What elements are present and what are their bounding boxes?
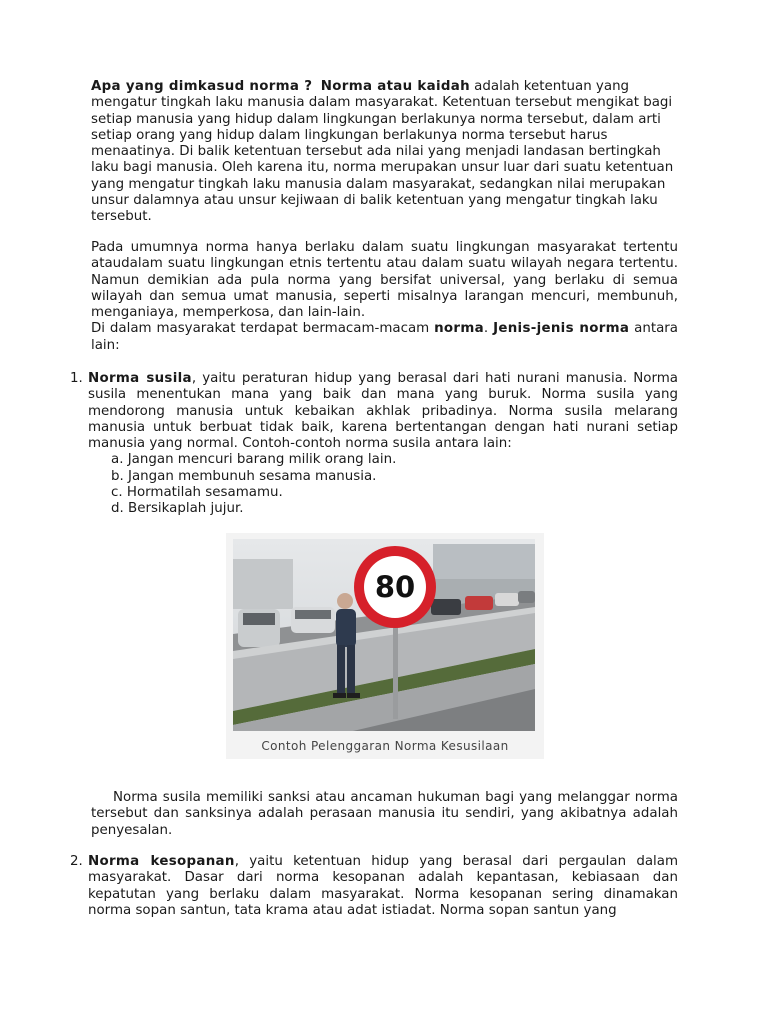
intro-term: Norma atau kaidah [320,79,470,94]
paragraph-2: Pada umumnya norma hanya berlaku dalam suatu lingkungan masyarakat tertentu ataudalam suatu lingkungan etnis tertentu atau dalam suatu wilayah negara tertentu. Namun demikian ada pula norma yang bersifat universal, yang berlaku di semua wilayah dan semua umat manusia, seperti misalnya larangan mencuri, membunuh, menganiaya, memperkosa, dan lain-lain. Di dalam masyarakat terdapat bermacam-macam norma. Jenis-jenis norma antara lain: [91,240,678,353]
example-b: b. Jangan membunuh sesama manusia. [111,468,377,484]
photo-illustration [233,539,535,731]
paragraph-4: Norma susila memiliki sanksi atau ancaman hukuman bagi yang melanggar norma tersebut dan sanksinya adalah perasaan manusia itu sendiri, yang akibatnya adalah penyesalan. [91,790,678,838]
item-2-number: 2. [70,854,83,869]
figure [226,533,544,759]
intro-paragraph [91,79,678,226]
intro-question: Apa yang dimkasud norma ? [91,79,313,94]
paragraph-3: Di dalam masyarakat terdapat bermacam-macam norma. Jenis-jenis norma antara lain: [91,321,678,353]
example-c: c. Hormatilah sesamamu. [111,485,283,501]
item-2: Norma kesopanan, yaitu ketentuan hidup yang berasal dari pergaulan dalam masyarakat. Dasar dari norma kesopanan adalah kepantasan, kebiasaan dan kepatutan yang berlaku dalam masyarakat. Norma kesopanan sering dinamakan norma sopan santun, tata krama atau adat istiadat. Norma sopan santun yang [88,854,679,918]
figure-caption: Contoh Pelenggaran Norma Kesusilaan [261,739,509,753]
item-1-term: Norma susila [88,371,192,386]
item-1: Norma susila, yaitu peraturan hidup yang berasal dari hati nurani manusia. Norma susila menentukan mana yang baik dan mana yang buruk. Norma susila yang mendorong manusia untuk kebaikan akhlak pribadinya. Norma susila melarang manusia untuk berbuat tidak baik, karena bertentangan dengan hati nurani setiap manusia yang normal. Contoh-contoh norma susila antara lain: a. Jangan mencuri barang milik orang lain. b. Jangan membunuh sesama manusia. c. Hormatilah sesamamu. d. Bersikaplah jujur. [88,371,679,517]
speed-sign-number: 80 [374,570,416,604]
example-d: d. Bersikaplah jujur. [111,501,244,517]
item-1-number: 1. [70,371,83,386]
example-a: a. Jangan mencuri barang milik orang lain. [111,452,397,468]
speed-sign-photo [233,539,535,731]
item-2-term: Norma kesopanan [88,854,235,869]
intro-body: adalah ketentuan yang mengatur tingkah laku manusia dalam masyarakat. Ketentuan tersebut mengikat bagi setiap manusia yang hidup dalam lingkungan berlakunya norma tersebut, dalam arti setiap orang yang hidup dalam lingkungan berlakunya norma tersebut harus menaatinya. Di balik ketentuan tersebut ada nilai yang menjadi landasan bertingkah laku bagi manusia. Oleh karena itu, norma merupakan unsur luar dari suatu ketentuan yang mengatur tingkah laku manusia dalam masyarakat, sedangkan nilai merupakan unsur dalamnya atau unsur kejiwaan di balik ketentuan yang mengatur tingkah laku tersebut. [91,79,674,225]
